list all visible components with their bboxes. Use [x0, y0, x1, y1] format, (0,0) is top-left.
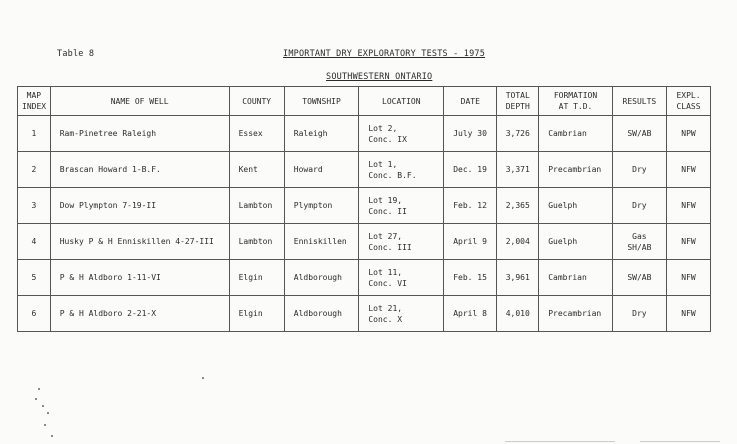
cell-location: Lot 11, Conc. VI: [359, 260, 444, 296]
cell-county: Kent: [229, 152, 284, 188]
cell-expl-class: NFW: [666, 260, 710, 296]
column-header-township: TOWNSHIP: [284, 87, 359, 116]
cell-location: Lot 1, Conc. B.F.: [359, 152, 444, 188]
cell-results: Dry: [612, 152, 666, 188]
cell-total-depth: 2,004: [497, 224, 539, 260]
cell-date: April 8: [444, 296, 497, 332]
column-header-name-of-well: NAME OF WELL: [50, 87, 229, 116]
cell-map-index: 1: [18, 116, 51, 152]
column-header-total-depth: TOTAL DEPTH: [497, 87, 539, 116]
cell-results: Dry: [612, 296, 666, 332]
column-header-county: COUNTY: [229, 87, 284, 116]
cell-map-index: 5: [18, 260, 51, 296]
table-header-row: [18, 87, 711, 116]
page-subtitle: SOUTHWESTERN ONTARIO: [326, 72, 433, 82]
page-title: IMPORTANT DRY EXPLORATORY TESTS - 1975: [283, 49, 486, 59]
scan-speck: [35, 398, 37, 400]
cell-well-name: Husky P & H Enniskillen 4-27-III: [50, 224, 229, 260]
cell-well-name: Brascan Howard 1-B.F.: [50, 152, 229, 188]
column-header-expl-class: EXPL. CLASS: [666, 87, 710, 116]
scan-speck: [42, 405, 44, 407]
cell-date: Feb. 15: [444, 260, 497, 296]
cell-map-index: 2: [18, 152, 51, 188]
cell-formation: Guelph: [539, 224, 613, 260]
table-row: [18, 260, 711, 296]
cell-location: Lot 21, Conc. X: [359, 296, 444, 332]
cell-well-name: P & H Aldboro 2-21-X: [50, 296, 229, 332]
table-row: [18, 152, 711, 188]
cell-location: Lot 27, Conc. III: [359, 224, 444, 260]
cell-well-name: Ram-Pinetree Raleigh: [50, 116, 229, 152]
cell-formation: Cambrian: [539, 260, 613, 296]
cell-map-index: 4: [18, 224, 51, 260]
cell-results: Dry: [612, 188, 666, 224]
cell-township: Howard: [284, 152, 359, 188]
scan-line: [640, 441, 720, 442]
column-header-results: RESULTS: [612, 87, 666, 116]
table-row: [18, 116, 711, 152]
scan-speck: [51, 435, 53, 437]
cell-county: Elgin: [229, 260, 284, 296]
cell-results: SW/AB: [612, 116, 666, 152]
column-header-map-index: MAP INDEX: [18, 87, 51, 116]
cell-expl-class: NFW: [666, 224, 710, 260]
cell-expl-class: NFW: [666, 188, 710, 224]
cell-map-index: 3: [18, 188, 51, 224]
cell-township: Aldborough: [284, 296, 359, 332]
cell-township: Raleigh: [284, 116, 359, 152]
cell-date: April 9: [444, 224, 497, 260]
cell-formation: Precambrian: [539, 152, 613, 188]
cell-county: Elgin: [229, 296, 284, 332]
cell-county: Lambton: [229, 188, 284, 224]
table-row: [18, 296, 711, 332]
cell-map-index: 6: [18, 296, 51, 332]
cell-expl-class: NFW: [666, 152, 710, 188]
scan-speck: [38, 388, 40, 390]
cell-results: SW/AB: [612, 260, 666, 296]
cell-location: Lot 2, Conc. IX: [359, 116, 444, 152]
scan-speck: [47, 412, 49, 414]
cell-township: Plympton: [284, 188, 359, 224]
column-header-date: DATE: [444, 87, 497, 116]
cell-location: Lot 19, Conc. II: [359, 188, 444, 224]
scan-speck: [44, 424, 46, 426]
column-header-formation: FORMATION AT T.D.: [539, 87, 613, 116]
cell-total-depth: 3,726: [497, 116, 539, 152]
cell-well-name: Dow Plympton 7-19-II: [50, 188, 229, 224]
table-row: [18, 188, 711, 224]
table-label: Table 8: [57, 49, 95, 59]
table-row: [18, 224, 711, 260]
cell-date: July 30: [444, 116, 497, 152]
cell-results: Gas SH/AB: [612, 224, 666, 260]
cell-formation: Guelph: [539, 188, 613, 224]
cell-expl-class: NFW: [666, 296, 710, 332]
cell-date: Feb. 12: [444, 188, 497, 224]
cell-township: Enniskillen: [284, 224, 359, 260]
cell-total-depth: 4,010: [497, 296, 539, 332]
cell-well-name: P & H Aldboro 1-11-VI: [50, 260, 229, 296]
cell-formation: Cambrian: [539, 116, 613, 152]
cell-expl-class: NPW: [666, 116, 710, 152]
cell-total-depth: 2,365: [497, 188, 539, 224]
cell-formation: Precambrian: [539, 296, 613, 332]
cell-county: Essex: [229, 116, 284, 152]
cell-total-depth: 3,371: [497, 152, 539, 188]
scan-speck: [202, 377, 204, 379]
dry-tests-table: [17, 86, 711, 332]
cell-date: Dec. 19: [444, 152, 497, 188]
cell-township: Aldborough: [284, 260, 359, 296]
scan-line: [505, 441, 615, 442]
column-header-location: LOCATION: [359, 87, 444, 116]
cell-county: Lambton: [229, 224, 284, 260]
cell-total-depth: 3,961: [497, 260, 539, 296]
